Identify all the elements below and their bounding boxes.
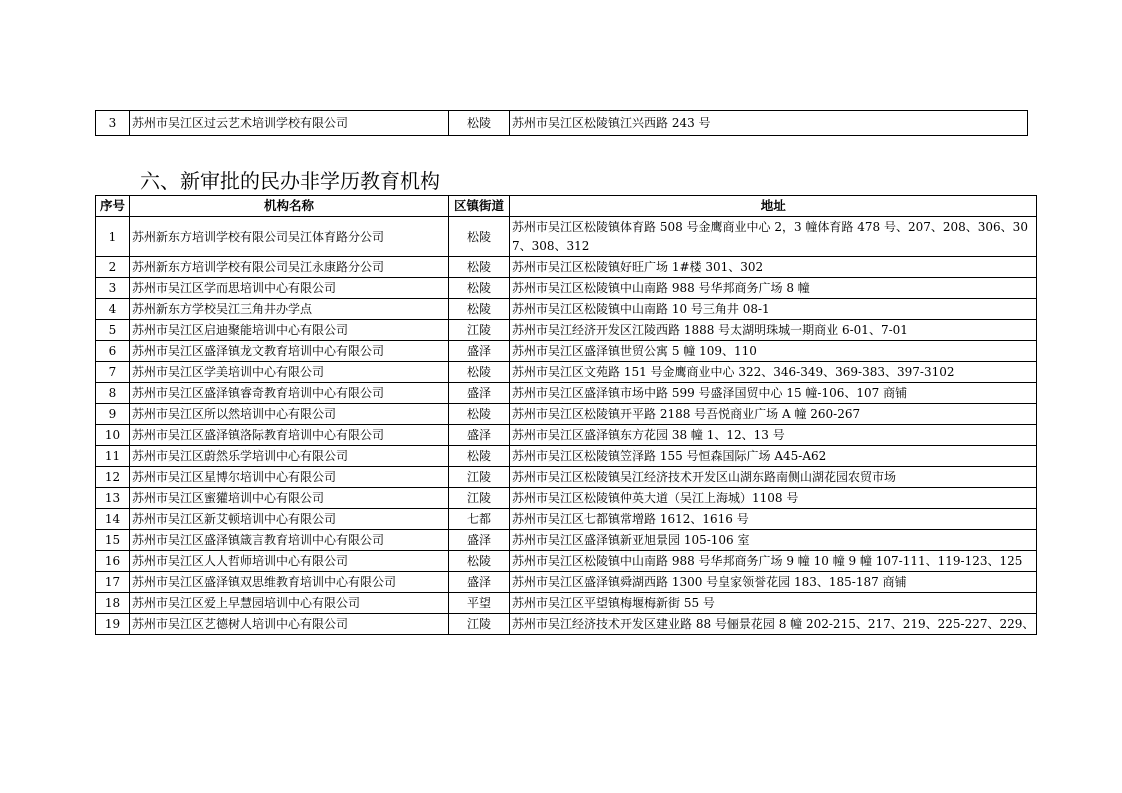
town-name: 江陵 — [449, 467, 510, 488]
table-row — [96, 404, 1037, 425]
row-number: 2 — [96, 257, 130, 278]
institution-name: 苏州市吴江区星博尔培训中心有限公司 — [130, 467, 449, 488]
address: 苏州市吴江经济技术开发区建业路 88 号俪景花园 8 幢 202-215、217、219、225-227、229、 — [510, 614, 1037, 635]
table-row — [96, 111, 1028, 136]
address: 苏州市吴江区松陵镇吴江经济技术开发区山湖东路南侧山湖花园农贸市场 — [510, 467, 1037, 488]
previous-section-table — [95, 110, 1028, 136]
address: 苏州市吴江区松陵镇仲英大道（吴江上海城）1108 号 — [510, 488, 1037, 509]
town-name: 松陵 — [449, 257, 510, 278]
row-number: 19 — [96, 614, 130, 635]
town-name: 盛泽 — [449, 341, 510, 362]
row-number: 14 — [96, 509, 130, 530]
town-name: 松陵 — [449, 299, 510, 320]
institution-name: 苏州市吴江区新艾顿培训中心有限公司 — [130, 509, 449, 530]
table-row — [96, 551, 1037, 572]
address: 苏州市吴江区松陵镇体育路 508 号金鹰商业中心 2，3 幢体育路 478 号、207、208、306、307、308、312 — [510, 217, 1037, 257]
row-number: 13 — [96, 488, 130, 509]
institution-name: 苏州市吴江区学美培训中心有限公司 — [130, 362, 449, 383]
address: 苏州市吴江区盛泽镇舜湖西路 1300 号皇家领誉花园 183、185-187 商铺 — [510, 572, 1037, 593]
institution-name: 苏州市吴江区学而思培训中心有限公司 — [130, 278, 449, 299]
table-header-row — [96, 196, 1037, 217]
table-row — [96, 383, 1037, 404]
institution-name: 苏州市吴江区蔚然乐学培训中心有限公司 — [130, 446, 449, 467]
table-row — [96, 509, 1037, 530]
row-number: 4 — [96, 299, 130, 320]
address: 苏州市吴江区盛泽镇市场中路 599 号盛泽国贸中心 15 幢-106、107 商铺 — [510, 383, 1037, 404]
row-number: 9 — [96, 404, 130, 425]
table-row — [96, 467, 1037, 488]
address: 苏州市吴江区松陵镇中山南路 988 号华邦商务广场 8 幢 — [510, 278, 1037, 299]
institution-name: 苏州市吴江区人人哲师培训中心有限公司 — [130, 551, 449, 572]
row-number: 10 — [96, 425, 130, 446]
address: 苏州市吴江区松陵镇好旺广场 1#楼 301、302 — [510, 257, 1037, 278]
town-name: 松陵 — [449, 446, 510, 467]
header-town: 区镇街道 — [449, 196, 510, 217]
row-number: 17 — [96, 572, 130, 593]
town-name: 平望 — [449, 593, 510, 614]
institution-name: 苏州市吴江区蜜獾培训中心有限公司 — [130, 488, 449, 509]
table-row — [96, 446, 1037, 467]
town-name: 松陵 — [449, 217, 510, 257]
town-name: 江陵 — [449, 320, 510, 341]
institutions-table — [95, 195, 1037, 635]
address: 苏州市吴江区平望镇梅堰梅新街 55 号 — [510, 593, 1037, 614]
previous-table-body — [96, 111, 1028, 136]
town-name: 盛泽 — [449, 383, 510, 404]
institution-name: 苏州市吴江区启迪聚能培训中心有限公司 — [130, 320, 449, 341]
town-name: 盛泽 — [449, 572, 510, 593]
town-name: 松陵 — [449, 404, 510, 425]
institution-name: 苏州市吴江区爱上早慧园培训中心有限公司 — [130, 593, 449, 614]
town-name: 江陵 — [449, 488, 510, 509]
row-number: 15 — [96, 530, 130, 551]
table-row — [96, 299, 1037, 320]
table-row — [96, 278, 1037, 299]
town-name: 松陵 — [449, 362, 510, 383]
town-name: 盛泽 — [449, 425, 510, 446]
row-number: 6 — [96, 341, 130, 362]
row-number: 7 — [96, 362, 130, 383]
table-row — [96, 572, 1037, 593]
row-number: 11 — [96, 446, 130, 467]
header-no: 序号 — [96, 196, 130, 217]
town-name: 松陵 — [449, 278, 510, 299]
institutions-table-body — [96, 196, 1037, 635]
section-title: 六、新审批的民办非学历教育机构 — [140, 169, 440, 193]
table-row — [96, 341, 1037, 362]
row-number: 18 — [96, 593, 130, 614]
table-row — [96, 425, 1037, 446]
address: 苏州市吴江区文苑路 151 号金鹰商业中心 322、346-349、369-383、397-3102 — [510, 362, 1037, 383]
table-row — [96, 488, 1037, 509]
address: 苏州市吴江区盛泽镇东方花园 38 幢 1、12、13 号 — [510, 425, 1037, 446]
address: 苏州市吴江区盛泽镇世贸公寓 5 幢 109、110 — [510, 341, 1037, 362]
institution-name: 苏州新东方培训学校有限公司吴江永康路分公司 — [130, 257, 449, 278]
address: 苏州市吴江经济开发区江陵西路 1888 号太湖明珠城一期商业 6-01、7-01 — [510, 320, 1037, 341]
town-name: 江陵 — [449, 614, 510, 635]
table-row — [96, 593, 1037, 614]
address: 苏州市吴江区盛泽镇新亚旭景园 105-106 室 — [510, 530, 1037, 551]
header-address: 地址 — [510, 196, 1037, 217]
address: 苏州市吴江区松陵镇开平路 2188 号吾悦商业广场 A 幢 260-267 — [510, 404, 1037, 425]
address: 苏州市吴江区七都镇常增路 1612、1616 号 — [510, 509, 1037, 530]
institution-name: 苏州市吴江区所以然培训中心有限公司 — [130, 404, 449, 425]
town-name: 盛泽 — [449, 530, 510, 551]
header-name: 机构名称 — [130, 196, 449, 217]
table-row — [96, 362, 1037, 383]
table-row — [96, 257, 1037, 278]
institution-name: 苏州市吴江区盛泽镇睿奇教育培训中心有限公司 — [130, 383, 449, 404]
table-row — [96, 614, 1037, 635]
table-row — [96, 217, 1037, 257]
address: 苏州市吴江区松陵镇中山南路 988 号华邦商务广场 9 幢 10 幢 9 幢 107-111、119-123、125 — [510, 551, 1037, 572]
address: 苏州市吴江区松陵镇中山南路 10 号三角井 08-1 — [510, 299, 1037, 320]
institution-name: 苏州市吴江区艺德树人培训中心有限公司 — [130, 614, 449, 635]
institution-name: 苏州市吴江区盛泽镇龙文教育培训中心有限公司 — [130, 341, 449, 362]
town-name: 七都 — [449, 509, 510, 530]
institution-name: 苏州市吴江区盛泽镇双思维教育培训中心有限公司 — [130, 572, 449, 593]
town-name: 松陵 — [449, 111, 510, 136]
address: 苏州市吴江区松陵镇笠泽路 155 号恒森国际广场 A45-A62 — [510, 446, 1037, 467]
institution-name: 苏州市吴江区过云艺术培训学校有限公司 — [130, 111, 449, 136]
row-number: 1 — [96, 217, 130, 257]
row-number: 12 — [96, 467, 130, 488]
town-name: 松陵 — [449, 551, 510, 572]
row-number: 5 — [96, 320, 130, 341]
row-number: 3 — [96, 111, 130, 136]
table-row — [96, 530, 1037, 551]
row-number: 16 — [96, 551, 130, 572]
row-number: 3 — [96, 278, 130, 299]
institution-name: 苏州市吴江区盛泽镇洛际教育培训中心有限公司 — [130, 425, 449, 446]
address: 苏州市吴江区松陵镇江兴西路 243 号 — [510, 111, 1028, 136]
table-row — [96, 320, 1037, 341]
institution-name: 苏州新东方培训学校有限公司吴江体育路分公司 — [130, 217, 449, 257]
institution-name: 苏州市吴江区盛泽镇箴言教育培训中心有限公司 — [130, 530, 449, 551]
institution-name: 苏州新东方学校吴江三角井办学点 — [130, 299, 449, 320]
row-number: 8 — [96, 383, 130, 404]
